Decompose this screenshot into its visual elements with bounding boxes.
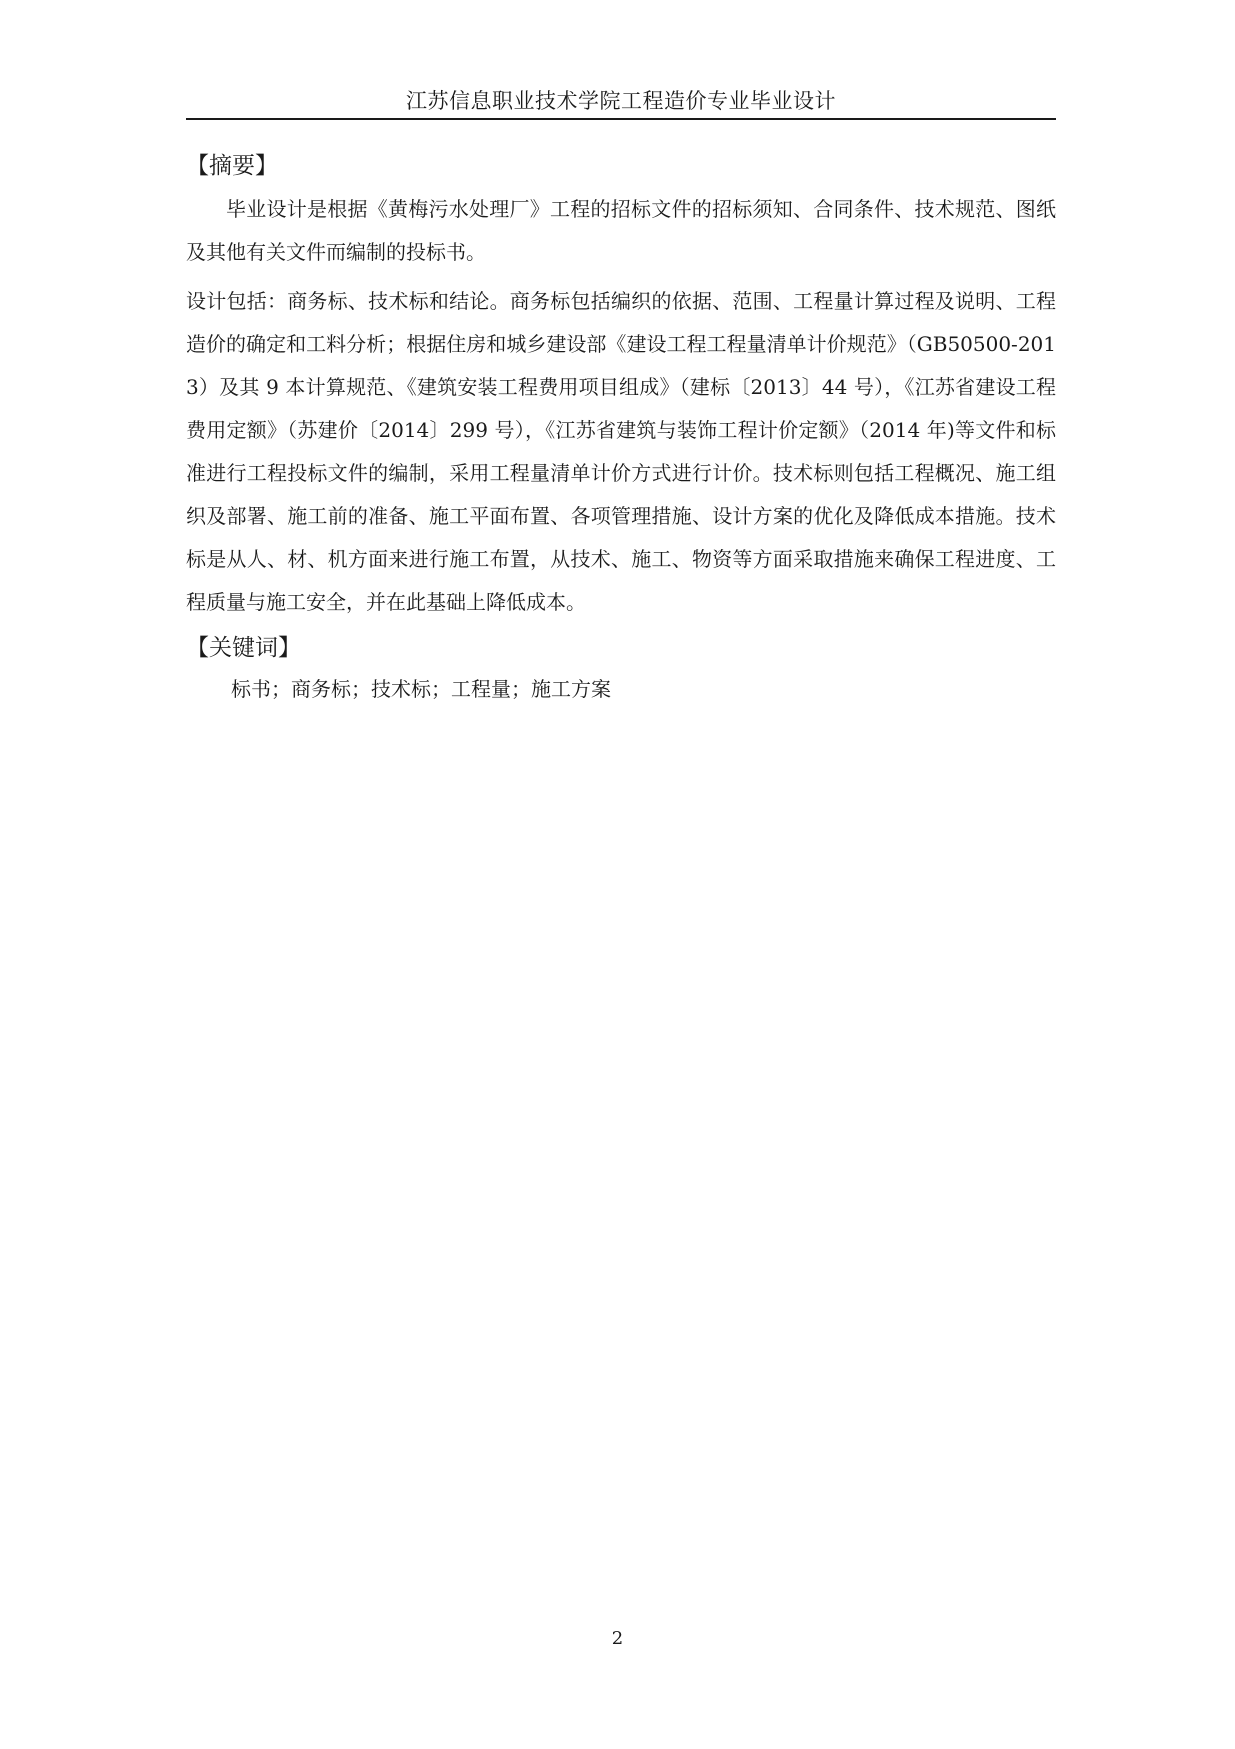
abstract-paragraph-1: 毕业设计是根据《黄梅污水处理厂》工程的招标文件的招标须知、合同条件、技术规范、图纸及其他有关文件而编制的投标书。 (186, 197, 1056, 264)
page-body (186, 146, 1056, 711)
keywords-text: 标书；商务标；技术标；工程量；施工方案 (231, 677, 611, 701)
page-number: 2 (611, 1628, 624, 1649)
page-header-title: 江苏信息职业技术学院工程造价专业毕业设计 (406, 89, 836, 113)
header-divider (186, 118, 1056, 120)
abstract-paragraph-2: 设计包括：商务标、技术标和结论。商务标包括编织的依据、范围、工程量计算过程及说明、工程造价的确定和工料分析；根据住房和城乡建设部《建设工程工程量清单计价规范》（GB50500-2013）及其 9 本计算规范、《建筑安装工程费用项目组成》（建标〔2013〕44 号），《江苏省建设工程费用定额》（苏建价〔2014〕299 号），《江苏省建筑与装饰工程计价定额》（2014 年)等文件和标准进行工程投标文件的编制，采用工程量清单计价方式进行计价。技术标则包括工程概况、施工组织及部署、施工前的准备、施工平面布置、各项管理措施、设计方案的优化及降低成本措施。技术标是从人、材、机方面来进行施工布置，从技术、施工、物资等方面采取措施来确保工程进度、工程质量与施工安全，并在此基础上降低成本。 (186, 289, 1056, 614)
keywords-heading: 【关键词】 (186, 635, 301, 661)
abstract-heading: 【摘要】 (186, 153, 278, 179)
